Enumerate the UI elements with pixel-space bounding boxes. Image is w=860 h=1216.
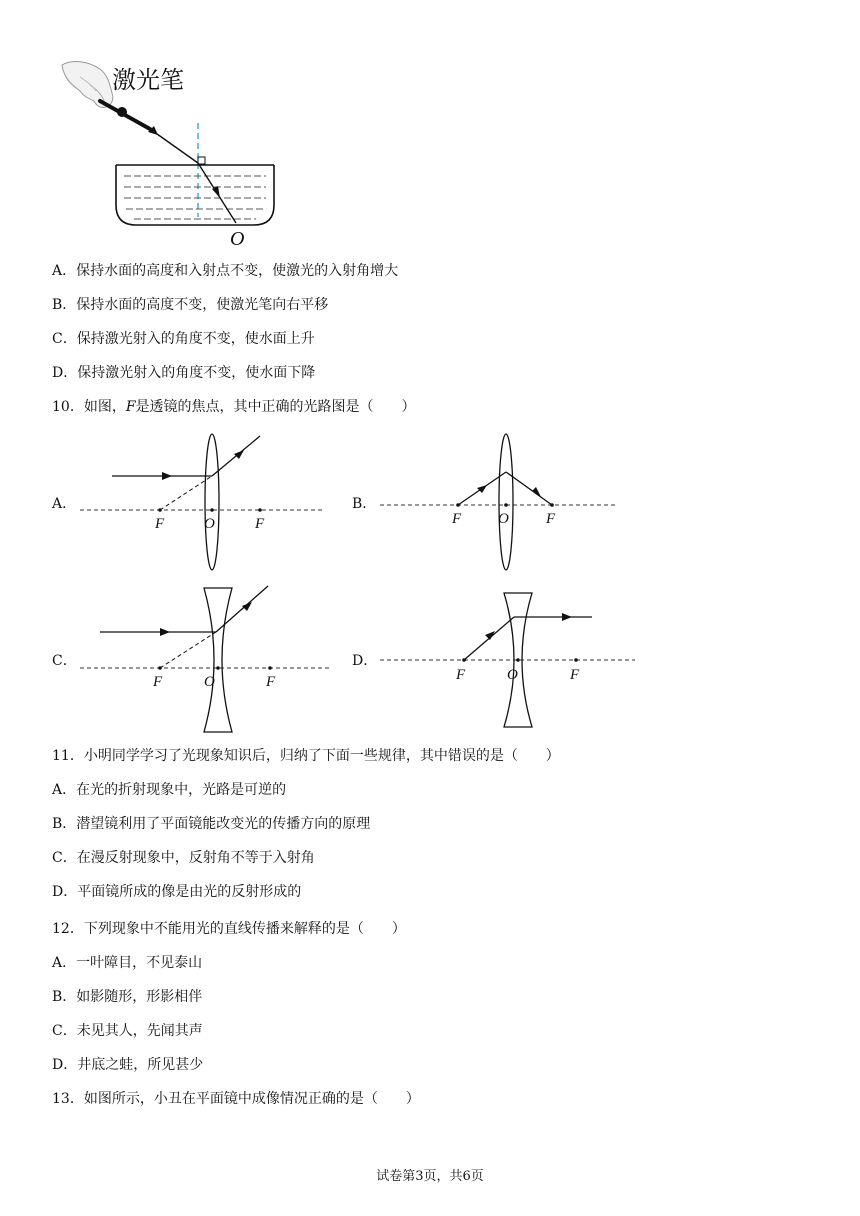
q12-option-b: B．如影随形，形影相伴 (52, 989, 203, 1005)
q10-diagram-b (380, 430, 620, 575)
hand-illustration (62, 62, 113, 108)
q11-option-b: B．潜望镜利用了平面镜能改变光的传播方向的原理 (52, 816, 371, 832)
q13-stem: 13．如图所示，小丑在平面镜中成像情况正确的是（ ） (52, 1091, 420, 1107)
q11-stem: 11．小明同学学习了光现象知识后，归纳了下面一些规律，其中错误的是（ ） (52, 748, 560, 764)
q10-label-a: A． (52, 496, 77, 512)
q11-option-a: A．在光的折射现象中，光路是可逆的 (52, 782, 287, 798)
svg-text:O: O (507, 667, 518, 683)
q9-option-c: C．保持激光射入的角度不变，使水面上升 (52, 331, 315, 347)
q10-stem (52, 398, 416, 416)
svg-text:O: O (204, 516, 215, 532)
svg-text:F: F (155, 516, 165, 532)
q10-stem-symbol: F (125, 399, 136, 415)
q9-option-a: A．保持水面的高度和入射点不变，使激光的入射角增大 (52, 263, 399, 279)
q10-stem-suffix: 是透镜的焦点，其中正确的光路图是（ ） (135, 399, 416, 415)
concave-lens (204, 588, 232, 732)
q11-option-c: C．在漫反射现象中，反射角不等于入射角 (52, 850, 315, 866)
svg-text:F: F (266, 674, 276, 690)
laser-label: 激光笔 (112, 66, 184, 94)
q10-stem-prefix: 10．如图， (52, 399, 126, 415)
svg-text:F: F (452, 511, 462, 527)
q10-label-b: B． (352, 496, 377, 512)
q10-label-c: C． (52, 653, 77, 669)
q12-option-d: D．井底之蛙，所见甚少 (52, 1057, 204, 1073)
convex-lens (205, 434, 219, 570)
page-footer: 试卷第3页，共6页 (376, 1169, 484, 1184)
svg-text:F: F (546, 511, 556, 527)
q9-option-d: D．保持激光射入的角度不变，使水面下降 (52, 365, 316, 381)
svg-text:O: O (498, 511, 509, 527)
water-container (116, 165, 274, 225)
q11-option-d: D．平面镜所成的像是由光的反射形成的 (52, 884, 302, 900)
q10-diagram-d (380, 585, 640, 735)
svg-text:F: F (255, 516, 265, 532)
q10-label-d: D． (352, 653, 378, 669)
svg-text:F: F (153, 674, 163, 690)
q12-option-c: C．未见其人，先闻其声 (52, 1023, 203, 1039)
q10-diagram-c (80, 580, 340, 740)
q12-option-a: A．一叶障目，不见泰山 (52, 955, 203, 971)
convex-lens (499, 434, 513, 570)
svg-text:F: F (456, 667, 466, 683)
q9-option-b: B．保持水面的高度不变，使激光笔向右平移 (52, 297, 329, 313)
svg-text:F: F (570, 667, 580, 683)
point-o-label: O (230, 228, 245, 250)
svg-text:O: O (204, 674, 215, 690)
q12-stem: 12．下列现象中不能用光的直线传播来解释的是（ ） (52, 921, 406, 937)
q10-diagram-a (80, 430, 330, 575)
